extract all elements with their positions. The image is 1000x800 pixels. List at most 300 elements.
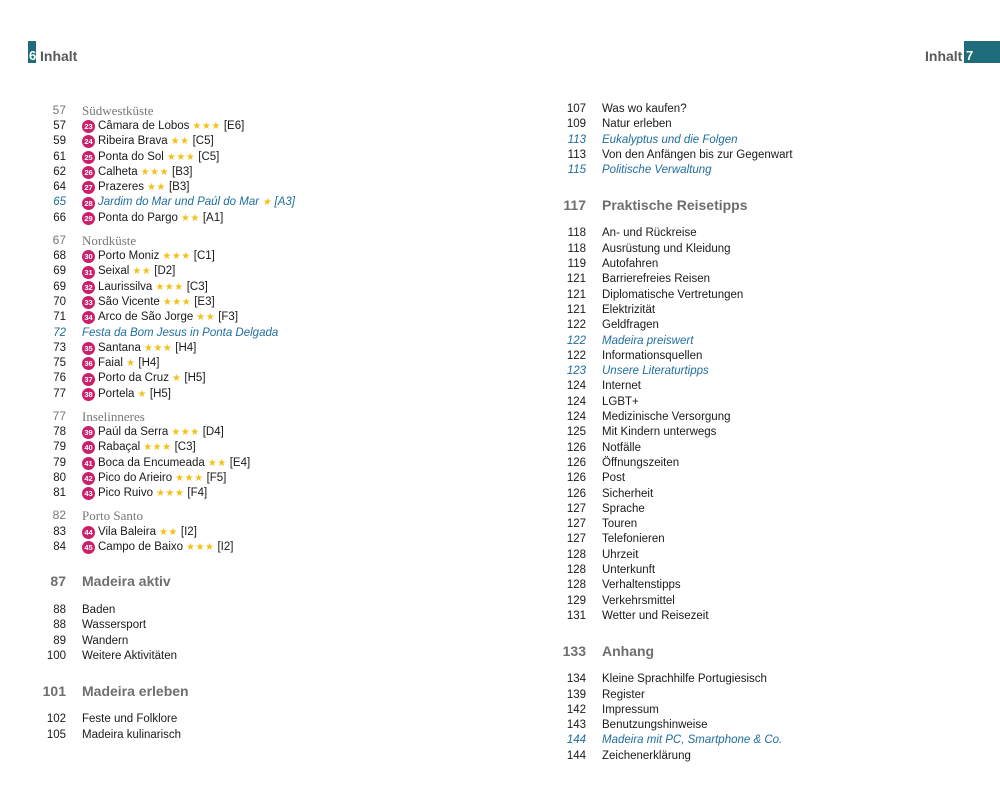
toc-label-group — [602, 672, 767, 687]
toc-entry[interactable] — [550, 242, 793, 257]
star-rating-icon: ★ — [137, 388, 147, 400]
toc-page-number: 144 — [566, 749, 586, 762]
sight-number-badge: 43 — [82, 487, 95, 500]
toc-entry[interactable] — [550, 749, 793, 764]
sight-number-badge: 35 — [82, 342, 95, 355]
toc-entry[interactable] — [550, 441, 793, 456]
toc-page-number: 124 — [566, 411, 586, 424]
toc-label: Notfälle — [602, 441, 641, 454]
toc-entry[interactable] — [550, 163, 793, 178]
toc-label-group — [82, 409, 145, 424]
map-grid-reference: [H5] — [149, 387, 171, 400]
toc-label: Madeira preiswert — [602, 334, 694, 347]
toc-entry[interactable] — [30, 618, 295, 633]
toc-entry[interactable] — [550, 733, 793, 748]
toc-label: Unsere Literaturtipps — [602, 365, 709, 378]
toc-page-number: 121 — [566, 303, 586, 316]
page-number-right: 7 — [966, 48, 974, 63]
toc-label-group — [82, 356, 160, 371]
map-grid-reference: [E6] — [223, 120, 245, 132]
toc-entry[interactable] — [30, 134, 295, 149]
toc-label: Anhang — [602, 642, 655, 659]
toc-label-group — [82, 486, 207, 501]
toc-label-group — [602, 198, 748, 213]
toc-page-number: 57 — [52, 102, 66, 117]
toc-label: Rabaçal — [98, 441, 141, 454]
toc-entry[interactable] — [550, 548, 793, 563]
toc-page-number: 79 — [53, 456, 66, 469]
toc-page-number: 122 — [566, 349, 586, 362]
toc-page-number: 61 — [53, 150, 66, 163]
toc-label-group — [602, 148, 793, 163]
toc-entry[interactable] — [30, 456, 295, 471]
star-rating-icon: ★★ — [207, 457, 227, 469]
toc-subsection[interactable] — [30, 408, 295, 425]
toc-label: Sicherheit — [602, 487, 654, 500]
star-rating-icon: ★★ — [147, 182, 166, 194]
toc-entry[interactable] — [30, 180, 295, 195]
toc-page-number: 115 — [567, 164, 586, 177]
toc-label: Wetter und Reisezeit — [602, 609, 709, 622]
toc-page-number: 70 — [53, 295, 66, 308]
toc-entry[interactable] — [550, 688, 793, 703]
toc-label: Inselinneres — [82, 408, 145, 424]
toc-label-group — [82, 180, 189, 195]
toc-label: Ponta do Pargo — [98, 211, 178, 224]
toc-label-group — [602, 133, 738, 148]
star-rating-icon: ★★★ — [155, 281, 184, 293]
toc-label: Faial — [98, 357, 123, 370]
toc-label-group — [82, 634, 128, 649]
toc-label-group — [602, 563, 655, 578]
toc-label: Madeira mit PC, Smartphone & Co. — [602, 734, 783, 747]
toc-entry[interactable] — [30, 264, 295, 279]
toc-page-number: 124 — [566, 395, 586, 408]
toc-label-group — [82, 249, 215, 264]
toc-label-group — [82, 211, 223, 226]
toc-page-number: 122 — [566, 319, 586, 332]
toc-page-number: 83 — [53, 525, 66, 538]
toc-page-number: 128 — [566, 579, 586, 592]
toc-label: Portela — [98, 387, 135, 400]
toc-page-number: 122 — [566, 334, 586, 347]
toc-entry[interactable] — [30, 440, 295, 455]
toc-page-number: 134 — [566, 673, 586, 686]
star-rating-icon: ★★★ — [162, 251, 191, 263]
toc-label-group — [82, 295, 215, 310]
sight-number-badge: 37 — [82, 373, 95, 386]
toc-label-group — [82, 456, 250, 471]
page-number-left: 6 — [29, 48, 37, 63]
toc-page-number: 129 — [566, 594, 586, 607]
toc-label-group — [602, 718, 708, 733]
sight-number-badge: 24 — [82, 135, 95, 148]
toc-label-group — [82, 425, 224, 440]
toc-page-number: 66 — [53, 211, 66, 224]
sight-number-badge: 33 — [82, 296, 95, 309]
toc-label-group — [602, 548, 638, 563]
star-rating-icon: ★★★ — [143, 442, 172, 454]
toc-label-group — [82, 326, 278, 341]
toc-label: Diplomatische Vertretungen — [602, 288, 744, 301]
toc-entry[interactable] — [30, 195, 295, 210]
star-rating-icon: ★★★ — [140, 166, 170, 178]
sight-number-badge: 39 — [82, 426, 95, 439]
star-rating-icon: ★★★ — [143, 342, 173, 354]
map-grid-reference: [C3] — [186, 280, 208, 293]
toc-label-group — [82, 134, 214, 149]
toc-entry[interactable] — [550, 226, 793, 241]
toc-page-number: 126 — [566, 472, 586, 485]
toc-label: São Vicente — [98, 295, 160, 308]
map-grid-reference: [E4] — [229, 456, 251, 469]
toc-section[interactable] — [550, 194, 793, 216]
toc-label-group — [82, 264, 175, 279]
toc-page-number: 125 — [566, 426, 586, 439]
map-grid-reference: [D4] — [202, 426, 224, 439]
toc-entry[interactable] — [550, 578, 793, 593]
toc-label-group — [602, 578, 681, 593]
toc-label: Zeichenerklärung — [602, 749, 691, 762]
toc-label: Sprache — [602, 502, 645, 515]
toc-page-number: 128 — [566, 564, 586, 577]
toc-label: Uhrzeit — [602, 548, 639, 561]
toc-page-number: 118 — [567, 242, 586, 255]
toc-subsection[interactable] — [30, 508, 295, 525]
toc-entry[interactable] — [30, 249, 295, 264]
toc-section[interactable] — [30, 571, 295, 593]
toc-subsection[interactable] — [30, 232, 295, 249]
toc-label: Politische Verwaltung — [602, 164, 712, 177]
toc-entry[interactable] — [550, 609, 793, 624]
toc-label-group — [602, 703, 659, 718]
toc-entry[interactable] — [550, 303, 793, 318]
toc-entry[interactable] — [550, 102, 793, 117]
toc-label-group — [82, 540, 233, 555]
toc-label-group — [602, 364, 709, 379]
toc-entry[interactable] — [550, 471, 793, 486]
toc-label: Verhaltenstipps — [602, 579, 681, 592]
toc-page-number: 100 — [46, 650, 66, 663]
toc-page-number: 119 — [567, 258, 586, 271]
toc-entry[interactable] — [30, 634, 295, 649]
star-rating-icon: ★ — [262, 197, 272, 209]
toc-label-group — [82, 728, 181, 743]
toc-label-group — [602, 502, 645, 517]
toc-page-number: 123 — [566, 365, 586, 378]
toc-label: Madeira aktiv — [82, 573, 171, 590]
toc-label: Madeira erleben — [82, 682, 189, 699]
star-rating-icon: ★★ — [196, 312, 216, 324]
map-grid-reference: [A1] — [202, 211, 224, 224]
toc-label: Unterkunft — [602, 564, 656, 577]
star-rating-icon: ★★★ — [175, 472, 204, 484]
toc-page-number: 139 — [566, 688, 586, 701]
sight-number-badge: 23 — [82, 120, 95, 133]
header-title-right: Inhalt — [925, 48, 963, 64]
sight-number-badge: 30 — [82, 250, 95, 263]
toc-page-number: 128 — [566, 548, 586, 561]
toc-entry[interactable] — [550, 502, 793, 517]
toc-label-group — [602, 517, 637, 532]
toc-label-group — [602, 594, 675, 609]
toc-page-number: 81 — [53, 487, 66, 500]
toc-page-number: 78 — [53, 426, 66, 439]
toc-entry[interactable] — [30, 150, 295, 165]
sight-number-badge: 32 — [82, 281, 95, 294]
toc-entry[interactable] — [550, 379, 793, 394]
toc-label-group — [602, 102, 687, 117]
toc-entry[interactable] — [550, 257, 793, 272]
toc-label: Medizinische Versorgung — [602, 411, 731, 424]
star-rating-icon: ★★★ — [186, 541, 215, 553]
toc-page-number: 142 — [566, 703, 586, 716]
toc-label: Santana — [98, 341, 141, 354]
toc-page-number: 143 — [566, 719, 586, 732]
toc-entry[interactable] — [30, 371, 295, 386]
toc-label: Calheta — [98, 165, 138, 178]
toc-entry[interactable] — [550, 272, 793, 287]
toc-entry[interactable] — [550, 395, 793, 410]
toc-label: Arco de São Jorge — [98, 311, 194, 324]
toc-section[interactable] — [30, 680, 295, 702]
toc-label-group — [82, 574, 171, 589]
toc-label: Geldfragen — [602, 319, 659, 332]
toc-label: An- und Rückreise — [602, 227, 697, 240]
toc-page-number: 102 — [46, 713, 66, 726]
toc-column-left — [30, 102, 295, 743]
toc-label-group — [82, 712, 177, 727]
sight-number-badge: 31 — [82, 266, 95, 279]
toc-entry[interactable] — [30, 280, 295, 295]
toc-label: Wandern — [82, 634, 129, 647]
toc-label: Porto Moniz — [98, 250, 160, 263]
map-grid-reference: [A3] — [274, 196, 296, 209]
toc-entry[interactable] — [550, 487, 793, 502]
sight-number-badge: 36 — [82, 357, 95, 370]
toc-label: Weitere Aktivitäten — [82, 650, 178, 663]
toc-entry[interactable] — [30, 728, 295, 743]
toc-column-right — [550, 102, 793, 764]
toc-label: Baden — [82, 604, 116, 617]
map-grid-reference: [C5] — [198, 150, 220, 163]
toc-label: Informationsquellen — [602, 349, 703, 362]
map-grid-reference: [I2] — [217, 540, 234, 553]
toc-page-number: 109 — [566, 118, 586, 131]
toc-label-group — [82, 618, 146, 633]
toc-label: Ausrüstung und Kleidung — [602, 242, 731, 255]
toc-label-group — [82, 440, 196, 455]
toc-entry[interactable] — [30, 119, 295, 134]
toc-page-number: 126 — [566, 441, 586, 454]
toc-entry[interactable] — [550, 672, 793, 687]
toc-label-group — [602, 349, 702, 364]
toc-label: Vila Baleira — [98, 525, 156, 538]
toc-entry[interactable] — [30, 341, 295, 356]
toc-label: Elektrizität — [602, 303, 656, 316]
header-title-left: Inhalt — [40, 48, 78, 64]
toc-entry[interactable] — [550, 718, 793, 733]
toc-label-group — [82, 371, 206, 386]
toc-page-number: 121 — [566, 273, 586, 286]
map-grid-reference: [H4] — [175, 341, 197, 354]
toc-label: Mit Kindern unterwegs — [602, 426, 717, 439]
toc-entry[interactable] — [30, 712, 295, 727]
toc-label-group — [602, 303, 655, 318]
toc-page-number: 77 — [53, 387, 66, 400]
toc-label-group — [602, 242, 731, 257]
toc-page-number: 59 — [53, 135, 66, 148]
toc-entry[interactable] — [550, 456, 793, 471]
toc-label: Touren — [602, 518, 638, 531]
toc-page-number: 77 — [52, 408, 66, 423]
toc-page-number: 144 — [566, 734, 586, 747]
toc-page-number: 76 — [53, 372, 66, 385]
toc-page-number: 69 — [53, 280, 66, 293]
toc-page-number: 84 — [53, 540, 66, 553]
toc-entry[interactable] — [30, 540, 295, 555]
toc-label-group — [82, 684, 189, 699]
toc-entry[interactable] — [550, 117, 793, 132]
toc-entry[interactable] — [30, 486, 295, 501]
toc-label: Wassersport — [82, 619, 147, 632]
toc-subsection[interactable] — [30, 102, 295, 119]
toc-page-number: 71 — [53, 311, 66, 324]
toc-page-number: 62 — [53, 165, 66, 178]
toc-entry[interactable] — [30, 603, 295, 618]
toc-label: Porto Santo — [82, 508, 144, 524]
sight-number-badge: 26 — [82, 166, 95, 179]
toc-label: Ribeira Brava — [98, 135, 168, 148]
toc-section[interactable] — [550, 640, 793, 662]
toc-page-number: 121 — [566, 288, 586, 301]
map-grid-reference: [C3] — [174, 441, 196, 454]
toc-label: Pico do Arieiro — [98, 471, 173, 484]
map-grid-reference: [F4] — [187, 487, 208, 500]
toc-entry[interactable] — [550, 133, 793, 148]
toc-entry[interactable] — [550, 364, 793, 379]
toc-page-number: 75 — [53, 357, 66, 370]
toc-page-number: 82 — [52, 508, 66, 523]
toc-page-number: 69 — [53, 265, 66, 278]
toc-entry[interactable] — [550, 288, 793, 303]
toc-label-group — [602, 226, 697, 241]
toc-label: Impressum — [602, 703, 659, 716]
toc-page-number: 68 — [53, 250, 66, 263]
toc-entry[interactable] — [30, 387, 295, 402]
toc-entry[interactable] — [30, 525, 295, 540]
toc-entry[interactable] — [30, 356, 295, 371]
toc-label-group — [602, 487, 653, 502]
toc-label-group — [602, 163, 712, 178]
sight-number-badge: 25 — [82, 151, 95, 164]
toc-entry[interactable] — [550, 532, 793, 547]
toc-label-group — [82, 103, 154, 118]
toc-label-group — [602, 609, 709, 624]
toc-page-number: 101 — [42, 682, 66, 699]
toc-label-group — [82, 150, 219, 165]
toc-label: Verkehrsmittel — [602, 594, 675, 607]
star-rating-icon: ★★ — [170, 136, 190, 148]
sight-number-badge: 27 — [82, 181, 95, 194]
toc-label-group — [82, 233, 136, 248]
toc-label: Autofahren — [602, 258, 659, 271]
toc-page-number: 131 — [566, 609, 586, 622]
toc-label-group — [602, 425, 716, 440]
toc-page-number: 127 — [566, 518, 586, 531]
toc-label-group — [82, 341, 196, 356]
toc-page-number: 126 — [566, 456, 586, 469]
toc-entry[interactable] — [30, 165, 295, 180]
toc-label: Câmara de Lobos — [98, 120, 190, 132]
star-rating-icon: ★★★ — [166, 151, 196, 163]
toc-label-group — [82, 387, 171, 402]
toc-label: Laurissilva — [98, 280, 153, 293]
toc-entry[interactable] — [550, 148, 793, 163]
map-grid-reference: [E3] — [194, 295, 215, 308]
toc-label-group — [602, 688, 645, 703]
toc-entry[interactable] — [30, 295, 295, 310]
star-rating-icon: ★★★ — [192, 121, 221, 132]
toc-page-number: 105 — [46, 728, 66, 741]
toc-entry[interactable] — [30, 211, 295, 226]
toc-label-group — [602, 272, 710, 287]
sight-number-badge: 42 — [82, 472, 95, 485]
star-rating-icon: ★★★ — [162, 296, 192, 308]
toc-label-group — [602, 117, 672, 132]
toc-entry[interactable] — [30, 649, 295, 664]
toc-entry[interactable] — [30, 310, 295, 325]
map-grid-reference: [I2] — [180, 525, 197, 538]
toc-entry[interactable] — [550, 318, 793, 333]
toc-page-number: 73 — [53, 341, 66, 354]
toc-label: Barrierefreies Reisen — [602, 273, 711, 286]
toc-entry[interactable] — [550, 349, 793, 364]
toc-label-group — [82, 508, 143, 523]
star-rating-icon: ★ — [171, 373, 182, 385]
toc-page-number: 72 — [53, 326, 66, 339]
toc-label: Festa da Bom Jesus in Ponta Delgada — [82, 326, 279, 339]
toc-label-group — [602, 410, 731, 425]
star-rating-icon: ★★ — [180, 212, 200, 224]
toc-label: Internet — [602, 380, 641, 393]
toc-label: Feste und Folklore — [82, 713, 178, 726]
map-grid-reference: [C5] — [192, 135, 214, 148]
star-rating-icon: ★★★ — [155, 488, 185, 500]
toc-entry[interactable] — [550, 563, 793, 578]
toc-entry[interactable] — [550, 703, 793, 718]
map-grid-reference: [F3] — [218, 311, 239, 324]
toc-entry[interactable] — [30, 326, 295, 341]
star-rating-icon: ★★★ — [171, 427, 200, 439]
toc-entry[interactable] — [550, 425, 793, 440]
toc-page-number: 88 — [53, 604, 66, 617]
toc-entry[interactable] — [550, 517, 793, 532]
toc-entry[interactable] — [30, 425, 295, 440]
map-grid-reference: [F5] — [206, 471, 227, 484]
toc-label: Kleine Sprachhilfe Portugiesisch — [602, 673, 767, 686]
toc-label: Madeira kulinarisch — [82, 728, 182, 741]
toc-entry[interactable] — [30, 471, 295, 486]
toc-page-number: 113 — [567, 148, 586, 161]
toc-label: Was wo kaufen? — [602, 103, 687, 115]
toc-entry[interactable] — [550, 334, 793, 349]
toc-entry[interactable] — [550, 594, 793, 609]
toc-label: Pico Ruivo — [98, 487, 153, 500]
toc-entry[interactable] — [550, 410, 793, 425]
sight-number-badge: 45 — [82, 541, 95, 554]
toc-label: Ponta do Sol — [98, 150, 164, 163]
